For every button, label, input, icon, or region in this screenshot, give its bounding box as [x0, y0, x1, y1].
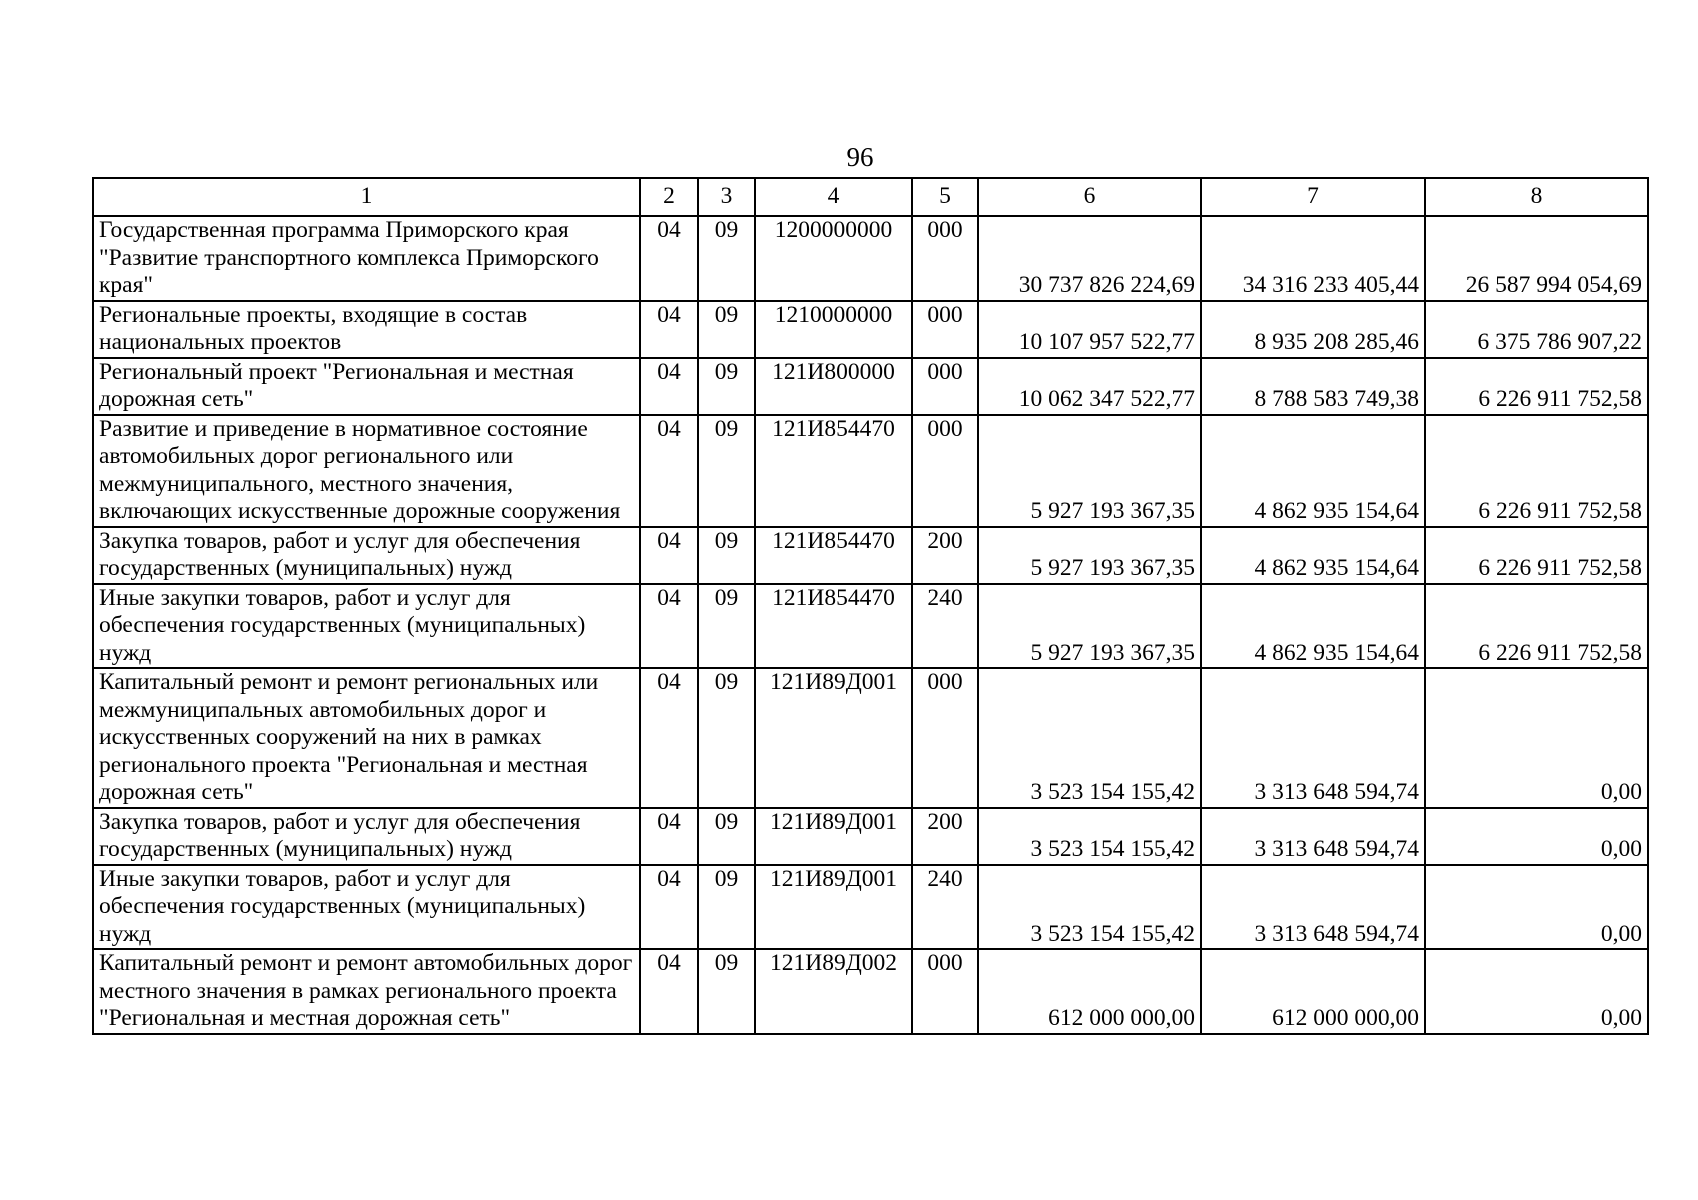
row-amount-col7: 8 935 208 285,46 [1201, 301, 1425, 358]
header-col-7: 7 [1201, 178, 1425, 216]
row-section-code: 04 [640, 865, 698, 950]
row-section-code: 04 [640, 584, 698, 669]
row-description: Закупка товаров, работ и услуг для обеспечения государственных (муниципальных) нужд [93, 527, 640, 584]
row-description: Государственная программа Приморского края "Развитие транспортного комплекса Приморского края" [93, 216, 640, 301]
header-col-8: 8 [1425, 178, 1648, 216]
row-amount-col7: 3 313 648 594,74 [1201, 865, 1425, 950]
row-expense-type-code: 000 [912, 358, 978, 415]
row-section-code: 04 [640, 358, 698, 415]
row-target-article-code: 121И800000 [755, 358, 912, 415]
table-row [93, 527, 1648, 584]
header-col-5: 5 [912, 178, 978, 216]
row-amount-col6: 5 927 193 367,35 [978, 584, 1201, 669]
row-amount-col7: 3 313 648 594,74 [1201, 808, 1425, 865]
row-subsection-code: 09 [698, 358, 755, 415]
row-amount-col6: 612 000 000,00 [978, 949, 1201, 1034]
row-target-article-code: 121И854470 [755, 584, 912, 669]
row-expense-type-code: 200 [912, 527, 978, 584]
table-row [93, 301, 1648, 358]
row-target-article-code: 121И89Д002 [755, 949, 912, 1034]
header-col-6: 6 [978, 178, 1201, 216]
row-target-article-code: 121И854470 [755, 415, 912, 527]
row-amount-col8: 0,00 [1425, 808, 1648, 865]
row-target-article-code: 121И854470 [755, 527, 912, 584]
row-description: Региональные проекты, входящие в состав национальных проектов [93, 301, 640, 358]
row-amount-col6: 5 927 193 367,35 [978, 415, 1201, 527]
row-subsection-code: 09 [698, 216, 755, 301]
row-section-code: 04 [640, 668, 698, 808]
row-amount-col8: 6 226 911 752,58 [1425, 415, 1648, 527]
row-amount-col6: 10 062 347 522,77 [978, 358, 1201, 415]
table-row [93, 865, 1648, 950]
row-expense-type-code: 240 [912, 865, 978, 950]
row-amount-col7: 612 000 000,00 [1201, 949, 1425, 1034]
row-description: Иные закупки товаров, работ и услуг для обеспечения государственных (муниципальных) нужд [93, 584, 640, 669]
budget-table [92, 177, 1649, 1035]
row-section-code: 04 [640, 415, 698, 527]
row-amount-col7: 4 862 935 154,64 [1201, 415, 1425, 527]
table-row [93, 949, 1648, 1034]
row-target-article-code: 121И89Д001 [755, 808, 912, 865]
header-col-4: 4 [755, 178, 912, 216]
table-row [93, 808, 1648, 865]
row-amount-col7: 3 313 648 594,74 [1201, 668, 1425, 808]
row-amount-col6: 3 523 154 155,42 [978, 865, 1201, 950]
row-amount-col8: 0,00 [1425, 668, 1648, 808]
row-section-code: 04 [640, 808, 698, 865]
row-description: Капитальный ремонт и ремонт региональных или межмуниципальных автомобильных дорог и искусственных сооружений на них в рамках регионального проекта "Региональная и местная дорожная сеть" [93, 668, 640, 808]
row-expense-type-code: 240 [912, 584, 978, 669]
table-row [93, 216, 1648, 301]
row-subsection-code: 09 [698, 865, 755, 950]
row-amount-col7: 4 862 935 154,64 [1201, 584, 1425, 669]
row-amount-col8: 26 587 994 054,69 [1425, 216, 1648, 301]
row-amount-col7: 34 316 233 405,44 [1201, 216, 1425, 301]
page-number: 96 [846, 142, 874, 172]
row-description: Закупка товаров, работ и услуг для обеспечения государственных (муниципальных) нужд [93, 808, 640, 865]
row-expense-type-code: 000 [912, 949, 978, 1034]
row-target-article-code: 1200000000 [755, 216, 912, 301]
table-row [93, 358, 1648, 415]
row-amount-col6: 3 523 154 155,42 [978, 808, 1201, 865]
row-subsection-code: 09 [698, 668, 755, 808]
row-amount-col6: 30 737 826 224,69 [978, 216, 1201, 301]
row-expense-type-code: 200 [912, 808, 978, 865]
row-description: Региональный проект "Региональная и местная дорожная сеть" [93, 358, 640, 415]
row-subsection-code: 09 [698, 584, 755, 669]
row-subsection-code: 09 [698, 808, 755, 865]
row-amount-col8: 6 226 911 752,58 [1425, 527, 1648, 584]
row-subsection-code: 09 [698, 527, 755, 584]
row-target-article-code: 121И89Д001 [755, 865, 912, 950]
row-target-article-code: 1210000000 [755, 301, 912, 358]
row-description: Иные закупки товаров, работ и услуг для обеспечения государственных (муниципальных) нужд [93, 865, 640, 950]
table-row [93, 668, 1648, 808]
row-amount-col7: 8 788 583 749,38 [1201, 358, 1425, 415]
header-col-3: 3 [698, 178, 755, 216]
row-section-code: 04 [640, 527, 698, 584]
row-expense-type-code: 000 [912, 668, 978, 808]
table-header-row [93, 178, 1648, 216]
row-amount-col6: 5 927 193 367,35 [978, 527, 1201, 584]
row-description: Капитальный ремонт и ремонт автомобильных дорог местного значения в рамках регионального проекта "Региональная и местная дорожная сеть" [93, 949, 640, 1034]
row-section-code: 04 [640, 216, 698, 301]
table-row [93, 584, 1648, 669]
row-subsection-code: 09 [698, 415, 755, 527]
table-row [93, 415, 1648, 527]
row-expense-type-code: 000 [912, 415, 978, 527]
row-amount-col6: 3 523 154 155,42 [978, 668, 1201, 808]
row-amount-col7: 4 862 935 154,64 [1201, 527, 1425, 584]
row-expense-type-code: 000 [912, 216, 978, 301]
row-subsection-code: 09 [698, 949, 755, 1034]
row-amount-col8: 6 226 911 752,58 [1425, 358, 1648, 415]
row-amount-col6: 10 107 957 522,77 [978, 301, 1201, 358]
row-expense-type-code: 000 [912, 301, 978, 358]
row-section-code: 04 [640, 301, 698, 358]
header-col-2: 2 [640, 178, 698, 216]
row-amount-col8: 0,00 [1425, 949, 1648, 1034]
row-section-code: 04 [640, 949, 698, 1034]
row-amount-col8: 0,00 [1425, 865, 1648, 950]
row-amount-col8: 6 226 911 752,58 [1425, 584, 1648, 669]
row-amount-col8: 6 375 786 907,22 [1425, 301, 1648, 358]
row-target-article-code: 121И89Д001 [755, 668, 912, 808]
row-description: Развитие и приведение в нормативное состояние автомобильных дорог регионального или межмуниципального, местного значения, включающих искусственные дорожные сооружения [93, 415, 640, 527]
header-col-1: 1 [93, 178, 640, 216]
row-subsection-code: 09 [698, 301, 755, 358]
